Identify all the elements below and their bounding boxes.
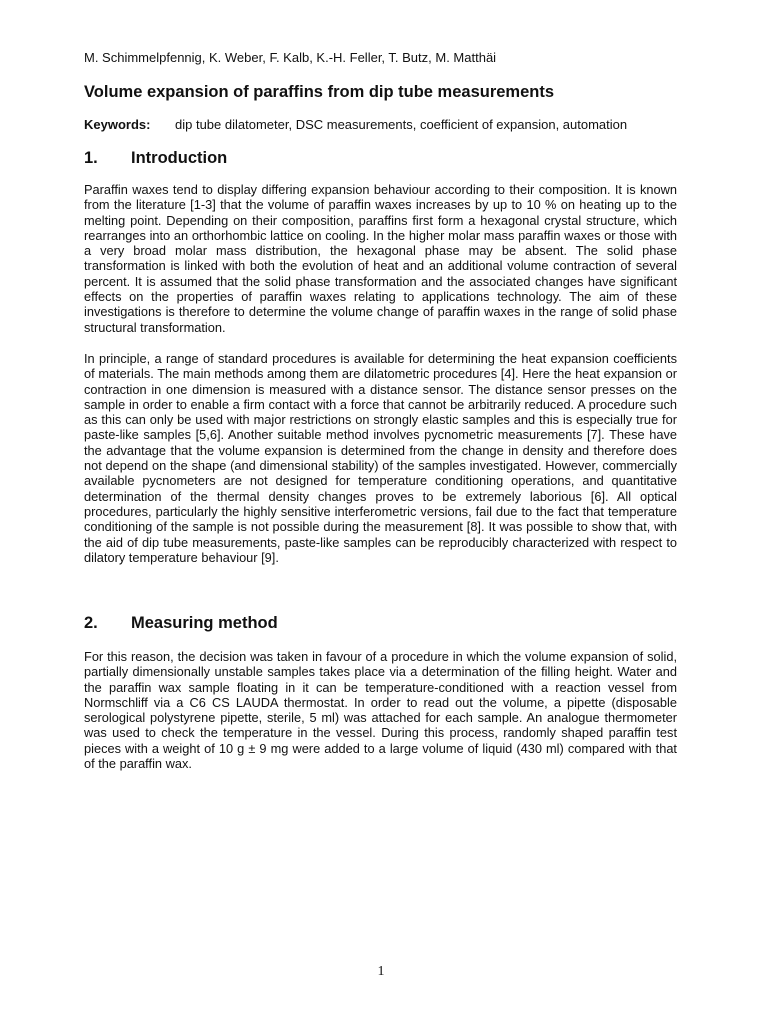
keywords-label: Keywords: xyxy=(84,117,151,132)
section-title: Introduction xyxy=(131,149,228,167)
section-heading-measuring-method xyxy=(84,613,278,633)
author-list: M. Schimmelpfennig, K. Weber, F. Kalb, K.-H. Feller, T. Butz, M. Matthäi xyxy=(84,50,497,65)
section-heading-introduction xyxy=(84,148,227,168)
introduction-paragraph-2: In principle, a range of standard procedures is available for determining the heat expansion coefficients of materials. The main methods among them are dilatometric procedures [4]. Here the heat expansion or contraction in one dimension is measured with a distance sensor. The distance sensor presses on the sample in order to enable a firm contact with a force that cannot be arbitrarily reduced. A procedure such as this can only be used with major restrictions on strongly elastic samples and this is especially true for paste-like samples [5,6]. Another suitable method involves pycnometric measurements [7]. These have the advantage that the volume expansion is determined from the change in density and therefore does not depend on the shape (and dimensional stability) of the samples investigated. However, commercially available pycnometers are not designed for temperature conditioning operations, and quantitative determination of the thermal density changes proves to be extremely laborious [6]. All optical procedures, particularly the highly sensitive interferometric versions, fail due to the fact that temperature conditioning of the sample is not possible during the measurement [8]. It was possible to show that, with the aid of dip tube measurements, paste-like samples can be reproducibly characterized with respect to dilatory temperature behaviour [9]. xyxy=(84,351,677,565)
measuring-method-paragraph-1: For this reason, the decision was taken in favour of a procedure in which the volume expansion of solid, partially dimensionally unstable samples takes place via a determination of the filling height. Water and the paraffin wax sample floating in it can be temperature-conditioned with a reaction vessel from Normschliff via a C6 CS LAUDA thermostat. In order to read out the volume, a pipette (disposable serological polystyrene pipette, sterile, 5 ml) was attached for each sample. An analogue thermometer was used to check the temperature in the vessel. During this process, randomly shaped paraffin test pieces with a weight of 10 g ± 9 mg were added to a large volume of liquid (430 ml) compared with that of the paraffin wax. xyxy=(84,649,677,772)
page-number: 1 xyxy=(377,964,385,979)
paper-page xyxy=(84,0,677,1024)
keywords-line xyxy=(84,117,627,133)
section-number: 1. xyxy=(84,149,98,167)
paper-title: Volume expansion of paraffins from dip tube measurements xyxy=(84,83,555,101)
introduction-paragraph-1: Paraffin waxes tend to display differing expansion behaviour according to their composition. It is known from the literature [1-3] that the volume of paraffin waxes increases by up to 10 % on heating up to the melting point. Depending on their composition, paraffins first form a hexagonal crystal structure, which rearranges into an orthorhombic lattice on cooling. In the higher molar mass paraffin waxes or those with a very broad molar mass distribution, the hexagonal phase may be absent. The solid phase transformation is linked with both the evolution of heat and an additional volume contraction of several percent. It is assumed that the solid phase transformation and the associated changes have significant effects on the properties of paraffin waxes relating to applications technology. The aim of these investigations is therefore to determine the volume change of paraffin waxes in the range of solid phase structural transformation. xyxy=(84,182,677,335)
section-number: 2. xyxy=(84,614,98,632)
section-title: Measuring method xyxy=(131,614,278,632)
keywords-text: dip tube dilatometer, DSC measurements, coefficient of expansion, automation xyxy=(175,117,628,132)
